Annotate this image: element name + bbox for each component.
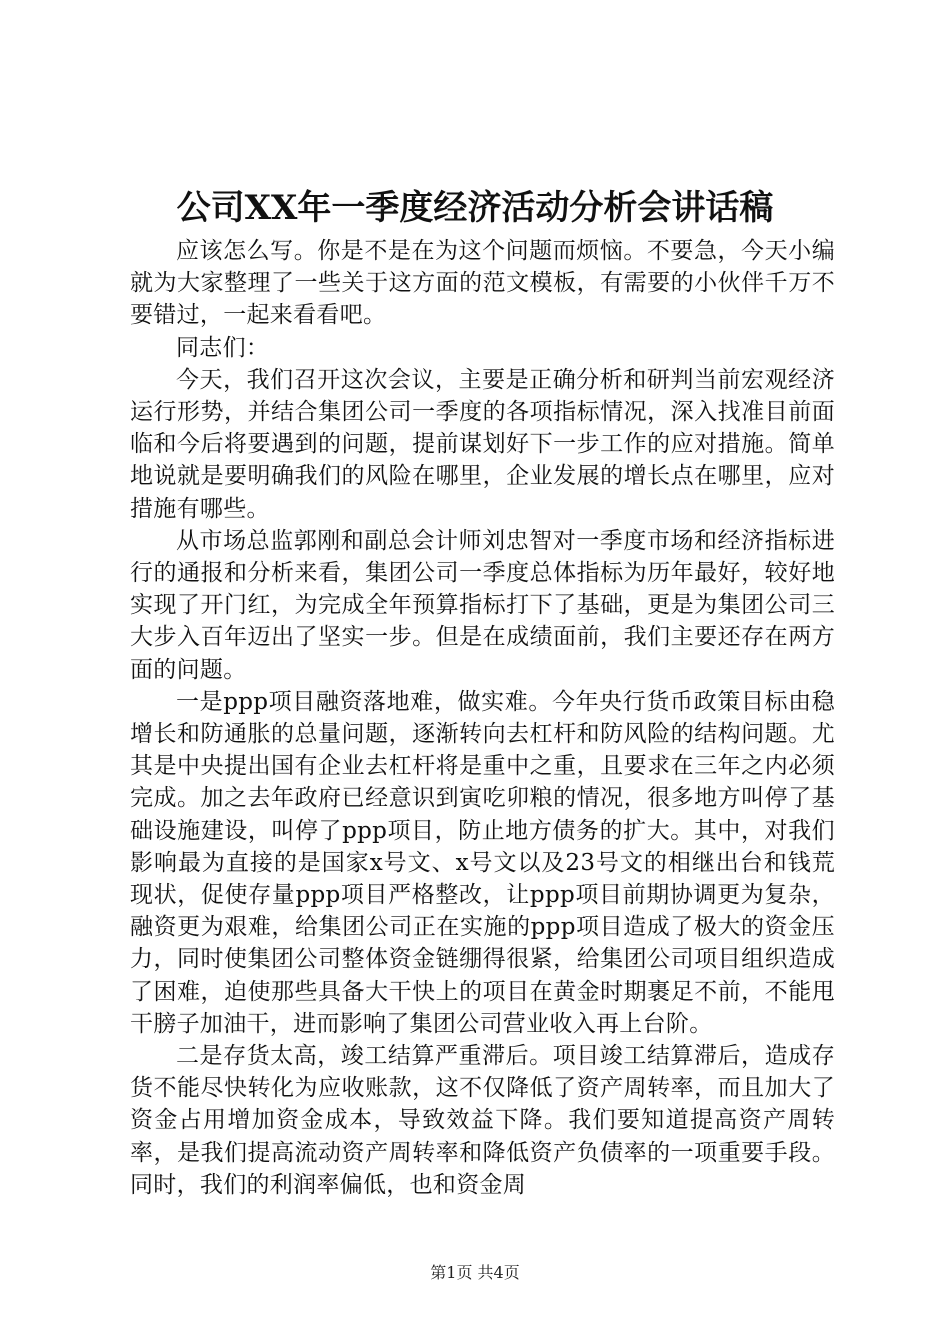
paragraph-meeting-purpose: 今天，我们召开这次会议，主要是正确分析和研判当前宏观经济运行形势，并结合集团公司一季度的各项指标情况，深入找准目前面临和今后将要遇到的问题，提前谋划好下一步工作的应对措施。简单地说就是要明确我们的风险在哪里，企业发展的增长点在哪里，应对措施有哪些。 [130, 366, 835, 522]
paragraph-intro: 应该怎么写。你是不是在为这个问题而烦恼。不要急，今天小编就为大家整理了一些关于这方面的范文模板，有需要的小伙伴千万不要错过，一起来看看吧。 [130, 238, 835, 329]
paragraph-problem-one: 一是ppp项目融资落地难，做实难。今年央行货币政策目标由稳增长和防通胀的总量问题，逐渐转向去杠杆和防风险的结构问题。尤其是中央提出国有企业去杠杆将是重中之重，且要求在三年之内必须完成。加之去年政府已经意识到寅吃卯粮的情况，很多地方叫停了基础设施建设，叫停了ppp项目，防止地方债务的扩大。其中，对我们影响最为直接的是国家x号文、x号文以及23号文的相继出台和钱荒现状，促使存量ppp项目严格整改，让ppp项目前期协调更为复杂，融资更为艰难，给集团公司正在实施的ppp项目造成了极大的资金压力，同时使集团公司整体资金链绷得很紧，给集团公司项目组织造成了困难，迫使那些具备大干快上的项目在黄金时期裹足不前，不能甩干膀子加油干，进而影响了集团公司营业收入再上台阶。 [130, 688, 835, 1037]
document-body [130, 235, 835, 1201]
paragraph-problem-two: 二是存货太高，竣工结算严重滞后。项目竣工结算滞后，造成存货不能尽快转化为应收账款，这不仅降低了资产周转率，而且加大了资金占用增加资金成本，导致效益下降。我们要知道提高资产周转率，是我们提高流动资产周转率和降低资产负债率的一项重要手段。同时，我们的利润率偏低，也和资金周 [130, 1043, 835, 1198]
paragraph-salutation: 同志们： [176, 334, 270, 361]
page-footer: 第1页 共4页 [430, 1263, 520, 1282]
document-title: 公司XX年一季度经济活动分析会讲话稿 [176, 188, 774, 228]
paragraph-q1-review: 从市场总监郭刚和副总会计师刘忠智对一季度市场和经济指标进行的通报和分析来看，集团公司一季度总体指标为历年最好，较好地实现了开门红，为完成全年预算指标打下了基础，更是为集团公司三大步入百年迈出了坚实一步。但是在成绩面前，我们主要还存在两方面的问题。 [130, 527, 835, 683]
